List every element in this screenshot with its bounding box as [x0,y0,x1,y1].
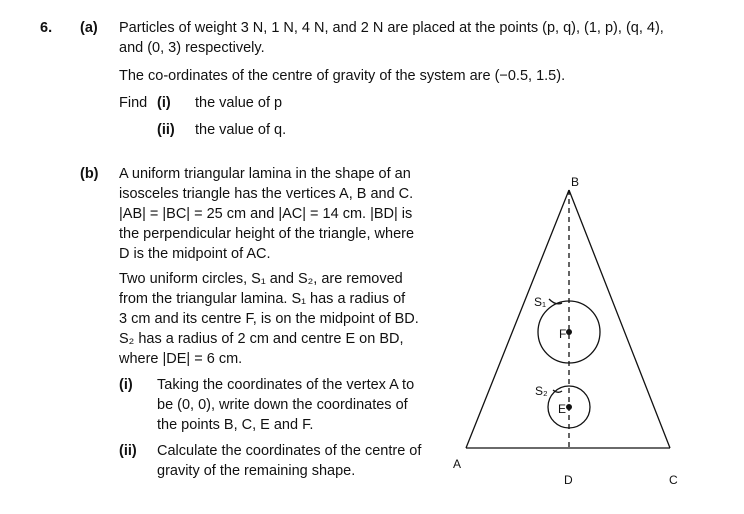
part-a-label: (a) [80,20,98,36]
label-e: E [558,402,567,416]
part-b-p2-line: Two uniform circles, S₁ and S₂, are removed [119,271,403,287]
part-b-p2-line: 3 cm and its centre F, is on the midpoint of BD. [119,311,419,327]
part-b-p1-line: isosceles triangle has the vertices A, B and C. [119,186,414,202]
part-b-p1-line: the perpendicular height of the triangle, where [119,226,415,242]
part-b-p2-line: from the triangular lamina. S₁ has a radius of [119,291,406,307]
part-a-line-2: and (0, 3) respectively. [119,40,265,56]
part-b-p1-line: |AB| = |BC| = 25 cm and |AC| = 14 cm. |BD| is [119,206,413,222]
side-ab [466,190,569,448]
label-f: F [559,327,567,341]
part-a-sub-i-label: (i) [157,95,171,111]
part-b-sub-ii-line: gravity of the remaining shape. [157,463,356,479]
part-b-sub-i-label: (i) [119,377,133,393]
label-c: C [669,473,678,487]
part-b-sub-i-line: the points B, C, E and F. [157,417,314,433]
label-a: A [453,457,462,471]
part-b-sub-i-line: Taking the coordinates of the vertex A to [157,377,415,393]
part-a-sub-i-text: the value of p [195,95,283,111]
part-a-sub-ii-text: the value of q. [195,122,287,138]
part-b-p2-line: S₂ has a radius of 2 cm and centre E on BD, [119,331,404,347]
side-bc [569,190,670,448]
part-b-sub-ii-line: Calculate the coordinates of the centre of [157,443,422,459]
part-a-sub-ii-label: (ii) [157,122,175,138]
centre-e-dot [566,404,572,410]
label-d: D [564,473,573,487]
label-s1: S₁ [534,295,547,309]
part-b-label: (b) [80,166,99,182]
part-b-sub-ii-label: (ii) [119,443,137,459]
question-number: 6. [40,20,53,36]
label-b: B [571,175,580,189]
part-b-p1-line: A uniform triangular lamina in the shape of an [119,166,411,182]
label-s2: S₂ [535,384,548,398]
part-b-p1-line: D is the midpoint of AC. [119,246,271,262]
part-a-line-1: Particles of weight 3 N, 1 N, 4 N, and 2 N are placed at the points (p, q), (1, p), (q, 4), [119,20,664,36]
find-label: Find [119,95,148,111]
s1-pointer [549,299,562,304]
centre-f-dot [566,329,572,335]
part-b-p2-line: where |DE| = 6 cm. [119,351,243,367]
part-b-sub-i-line: be (0, 0), write down the coordinates of [157,397,408,413]
centre-of-gravity-statement: The co-ordinates of the centre of gravity of the system are (−0.5, 1.5). [119,68,566,84]
